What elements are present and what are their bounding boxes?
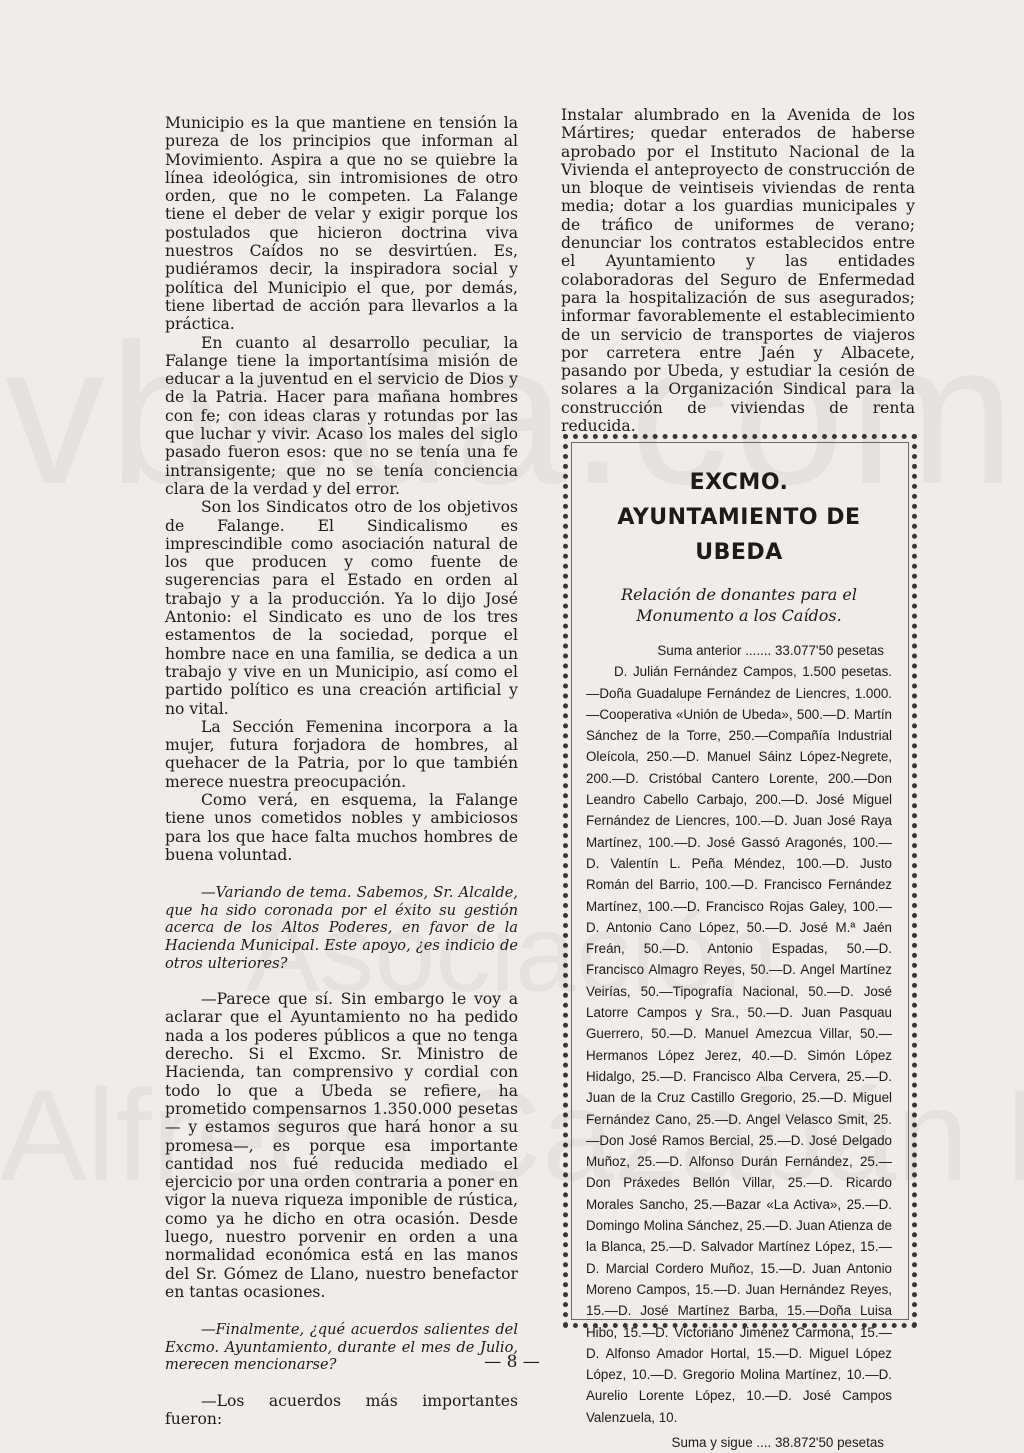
paragraph-sindicatos: Son los Sindicatos otro de los objetivos de Falange. El Sindicalismo es imprescindible como asociación natural de los que producen y como fuente de sugerencias para el Estado en orden al trabajo y a la producción. Ya lo dijo José Antonio: el Sindicato es uno de los tres estamentos de la sociedad, porque el hombre nace en una familia, se dedica a un trabajo y vive en un Municipio, así como el partido político es una creación artificial y no vital. xyxy=(165,498,518,718)
interview-question-hacienda: —Variando de tema. Sabemos, Sr. Alcalde, que ha sido coronada por el éxito su gestión acerca de los Altos Poderes, en favor de la Hacienda Municipal. Este apoyo, ¿es indicio de otros ulteriores? xyxy=(165,884,518,972)
paragraph-desarrollo: En cuanto al desarrollo peculiar, la Falange tiene la importantísima misión de educar a la juventud en el servicio de Dios y de la Patria. Hacer para mañana hombres con fe; con ideas claras y rotundas por las que luchar y vivir. Acaso los males del siglo pasado fueron esos: que no se tenía una fe intransigente; que no se tenía conciencia clara de la verdad y del error. xyxy=(165,333,518,498)
paragraph-seccion-femenina: La Sección Femenina incorpora a la mujer, futura forjadora de hombres, al quehacer de la Patria, por lo que también merece nuestra preocupación. xyxy=(165,717,518,791)
sum-previous: Suma anterior ....... 33.077'50 pesetas xyxy=(657,643,884,658)
interview-question-acuerdos: —Finalmente, ¿qué acuerdos salientes del Excmo. Ayuntamiento, durante el mes de Julio, merecen mencionarse? xyxy=(165,1321,518,1374)
donations-box xyxy=(563,434,917,1450)
sum-next: Suma y sigue .... 38.872'50 pesetas xyxy=(671,1434,884,1450)
interview-answer-hacienda: —Parece que sí. Sin embargo le voy a aclarar que el Ayuntamiento no ha pedido nada a los poderes públicos a que no tenga derecho. Si el Excmo. Sr. Ministro de Hacienda, tan comprensivo y cordial con todo lo que a Ubeda se refiere, ha prometido compensarnos 1.350.000 pesetas — y estamos seguros que hará honor a su promesa—, es porque esa importante cantidad nos fué reducida mediado el ejercicio por una orden contraria a poner en vigor la nueva riqueza imponible de rústica, como ya he dicho en otra ocasión. Desde luego, nuestro porvenir en orden a una normalidad económica está en las manos del Sr. Gómez de Llano, nuestro benefactor en tantas ocasiones. xyxy=(165,990,518,1301)
donations-body xyxy=(586,640,892,1453)
paragraph-esquema: Como verá, en esquema, la Falange tiene unos cometidos nobles y ambiciosos para los que hace falta muchos hombres de buena voluntad. xyxy=(165,790,518,864)
page-number: — 8 — xyxy=(484,1352,540,1372)
interview-answer-acuerdos: —Los acuerdos más importantes fueron: xyxy=(165,1391,518,1429)
donations-title: EXCMO. AYUNTAMIENTO DE UBEDA xyxy=(617,470,861,565)
paragraph-municipio: Municipio es la que mantiene en tensión la pureza de los principios que informan al Movimiento. Aspira a que no se quiebre la línea ideológica, sin intromisiones de otro orden, que no le competen. La Falange tiene el deber de velar y exigir porque los postulados que hicieron doctrina viva nuestros Caídos no se desvirtúen. Es, pudiéramos decir, la inspiradora social y política del Municipio el que, por demás, tiene libertad de acción para llevarlos a la práctica. xyxy=(165,114,518,334)
right-column xyxy=(561,106,915,435)
donations-subtitle: Relación de donantes para el Monumento a los Caídos. xyxy=(621,585,857,625)
paragraph-acuerdos-list: Instalar alumbrado en la Avenida de los Mártires; quedar enterados de haberse aprobado por el Instituto Nacional de la Vivienda el anteproyecto de construcción de un bloque de veintiseis viviendas de renta media; dotar a los guardias municipales y de tráfico de uniformes de verano; denunciar los contratos establecidos entre el Ayuntamiento y las entidades colaboradoras del Seguro de Enfermedad para la hospitalización de sus asegurados; informar favorablemente el establecimiento de un servicio de transportes de viajeros por carretera entre Jaén y Albacete, pasando por Ubeda, y estudiar la cesión de solares a la Organización Sindical para la construcción de viviendas de renta reducida. xyxy=(561,106,915,436)
donor-list: D. Julián Fernández Campos, 1.500 pesetas.—Doña Guadalupe Fernández de Liencres, 1.000.—Cooperativa «Unión de Ubeda», 500.—D. Martín Sánchez de la Torre, 250.—Compañía Industrial Oleícola, 250.—D. Manuel Sáinz López-Negrete, 200.—D. Cristóbal Cantero Lorente, 200.—Don Leandro Cabello Carbajo, 200.—D. José Miguel Fernández de Liencres, 100.—D. Juan José Raya Martínez, 100.—D. José Gassó Aragonés, 100.—D. Valentín L. Peña Méndez, 100.—D. Justo Román del Barrio, 100.—D. Francisco Fernández Martínez, 100.—D. Francisco Rojas Galey, 100.—D. Antonio Cano López, 50.—D. José M.ª Jaén Freán, 50.—D. Antonio Espadas, 50.—D. Francisco Almagro Reyes, 50.—D. Angel Martínez Veirías, 50.—Tipografía Nacional, 50.—D. José Latorre Campos y Sra., 50.—D. Juan Pasquau Guerrero, 50.—D. Manuel Amezcua Villar, 50.—Hermanos López Jerez, 40.—D. Simón López Hidalgo, 25.—D. Francisco Alba Cervera, 25.—D. Juan de la Cruz Castillo Gregorio, 25.—D. Miguel Fernández Cano, 25.—D. Angel Velasco Smit, 25.—Don José Ramos Bercial, 25.—D. José Delgado Muñoz, 25.—D. Alfonso Durán Fernández, 25.—Don Práxedes Bellón Villar, 25.—D. Ricardo Morales Sancho, 25.—Bazar «La Activa», 25.—D. Domingo Molina Sánchez, 25.—D. Juan Atienza de la Blanca, 25.—D. Salvador Martínez López, 15.—D. Marcial Cordero Muñoz, 15.—D. Juan Antonio Moreno Campos, 15.—D. Juan Hernández Reyes, 15.—D. José Martínez Barba, 15.—Doña Luisa Hibo, 15.—D. Victoriano Jiménez Carmona, 15.—D. Alfonso Amador Hortal, 15.—D. Miguel López López, 10.—D. Gregorio Molina Martínez, 10.—D. Aurelio Lorente López, 10.—D. José Campos Valenzuela, 10. xyxy=(586,664,892,1425)
left-column xyxy=(165,114,518,1429)
